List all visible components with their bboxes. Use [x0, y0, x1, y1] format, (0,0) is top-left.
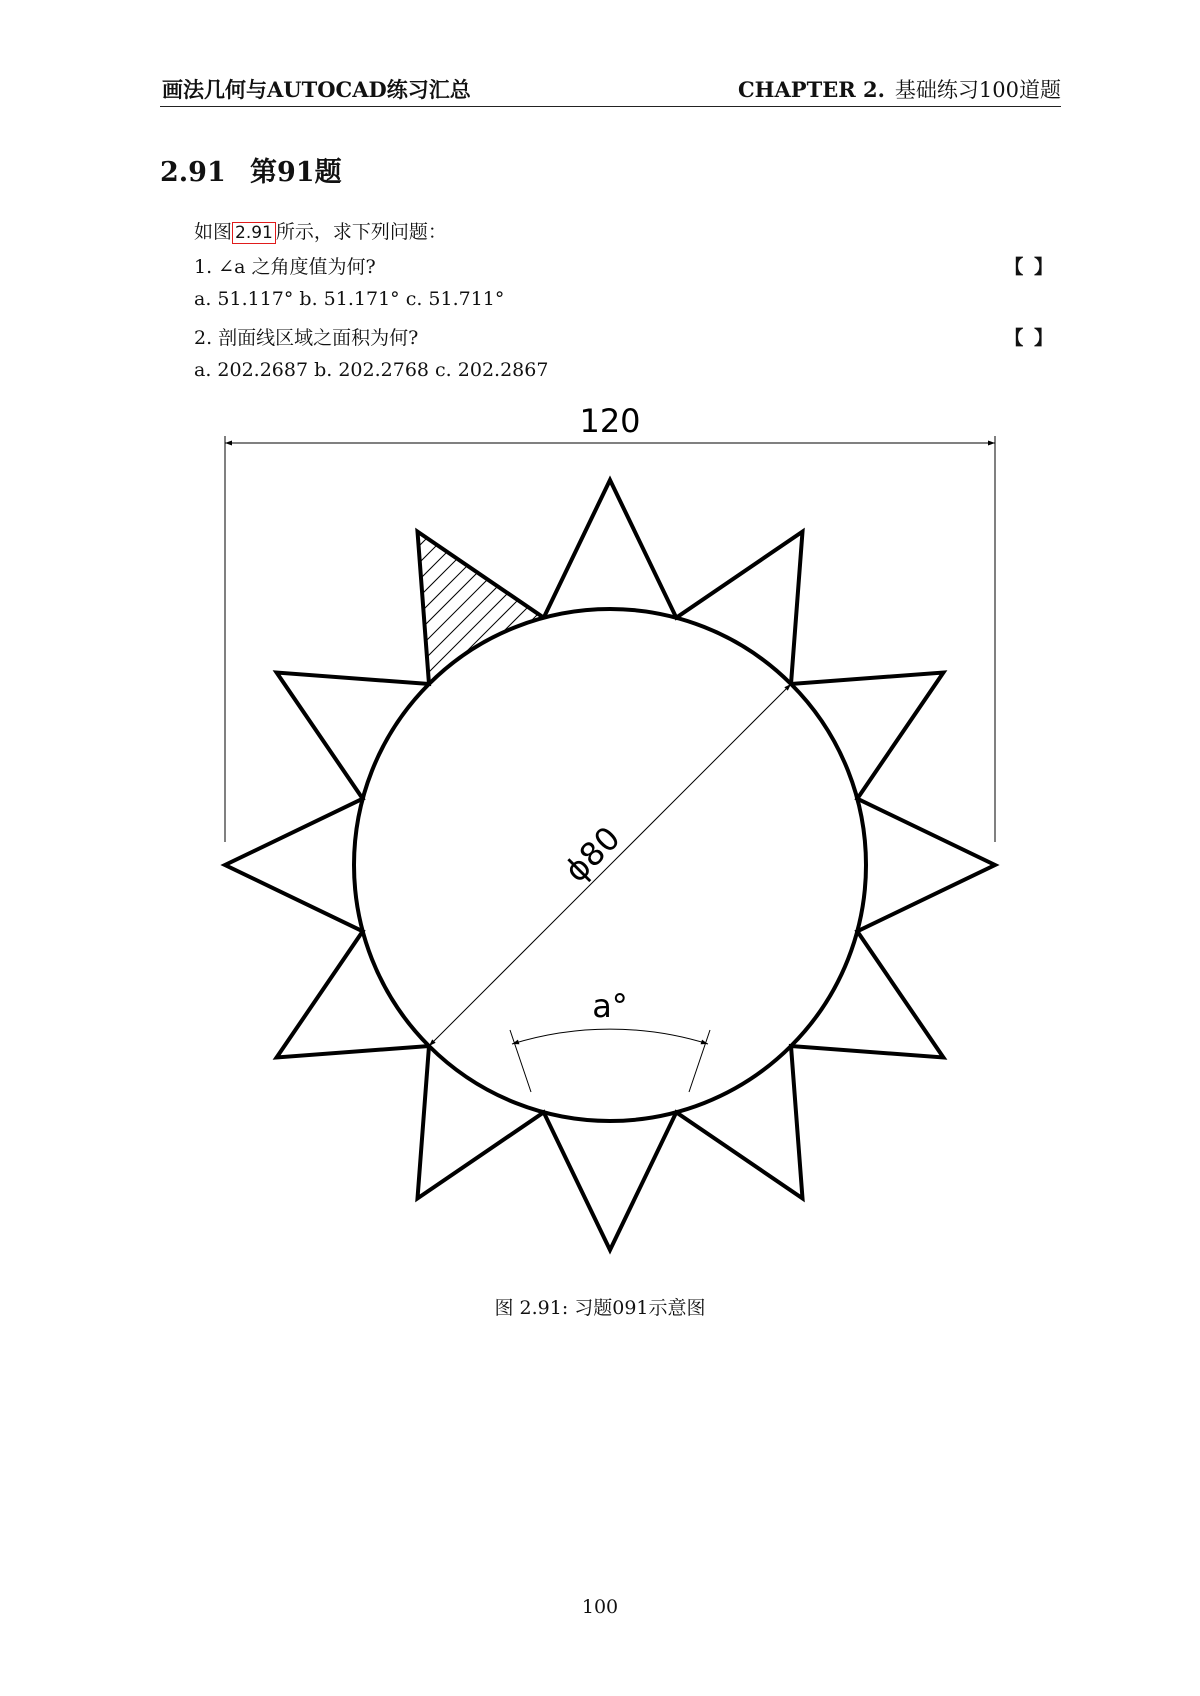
hatch-line — [177, 520, 377, 720]
hatch-line — [0, 520, 156, 720]
page-number: 100 — [581, 1596, 619, 1618]
hatch-line — [262, 520, 462, 720]
hatch-line — [466, 520, 666, 720]
hatch-line — [551, 520, 751, 720]
intro-suffix: 所示，求下列问题： — [275, 221, 447, 243]
hatch-line — [0, 520, 122, 720]
hatch-line — [41, 520, 241, 720]
intro-prefix: 如图 — [194, 221, 233, 243]
hatch-line — [296, 520, 496, 720]
header-book-title: 画法几何与AUTOCAD练习汇总 — [162, 77, 471, 102]
hatch-line — [75, 520, 275, 720]
hatch-line — [228, 520, 428, 720]
hatch-line — [449, 520, 649, 720]
section-title: 第91题 — [250, 157, 342, 188]
hatch-line — [568, 520, 768, 720]
width-dimension-label: 120 — [579, 402, 641, 440]
question-1-text: 1. ∠a 之角度值为何? — [194, 256, 376, 278]
diameter-dimension-label: ϕ80 — [556, 818, 628, 890]
figure-ref-link[interactable]: 2.91 — [232, 222, 276, 244]
hatch-line — [313, 520, 513, 720]
header-chapter-number: CHAPTER 2. — [737, 77, 885, 102]
figure-caption: 图 2.91: 习题091示意图 — [494, 1297, 706, 1319]
hatch-line — [7, 520, 207, 720]
hatch-line — [92, 520, 292, 720]
question-2-answer-bracket: 【 】 — [1004, 327, 1055, 349]
hatch-line — [126, 520, 326, 720]
hatch-line — [619, 520, 819, 720]
hatch-line — [211, 520, 411, 720]
hatch-line — [483, 520, 683, 720]
question-2-options: a. 202.2687 b. 202.2768 c. 202.2867 — [194, 359, 549, 381]
hatch-line — [0, 520, 105, 720]
hatch-line — [245, 520, 445, 720]
hatch-line — [58, 520, 258, 720]
hatch-line — [0, 520, 139, 720]
question-1-options: a. 51.117° b. 51.171° c. 51.711° — [194, 288, 505, 310]
question-1-answer-bracket: 【 】 — [1004, 256, 1055, 278]
hatch-line — [24, 520, 224, 720]
hatch-line — [534, 520, 734, 720]
hatch-line — [143, 520, 343, 720]
angle-dimension-label: a° — [592, 987, 628, 1025]
hatch-line — [194, 520, 394, 720]
hatch-line — [0, 520, 54, 720]
hatch-line — [330, 520, 530, 720]
header-chapter-title: 基础练习100道题 — [894, 78, 1061, 102]
hatch-line — [109, 520, 309, 720]
hatch-line — [0, 520, 37, 720]
hatch-line — [0, 520, 190, 720]
hatch-line — [398, 520, 598, 720]
hatch-line — [0, 520, 173, 720]
hatch-region — [0, 520, 819, 720]
hatch-line — [160, 520, 360, 720]
hatch-line — [0, 520, 20, 720]
hatch-line — [381, 520, 581, 720]
hatch-line — [279, 520, 479, 720]
angle-dimension-arc — [512, 1029, 708, 1044]
hatch-line — [0, 520, 88, 720]
hatch-line — [0, 520, 71, 720]
section-number: 2.91 — [160, 157, 226, 188]
question-2-text: 2. 剖面线区域之面积为何? — [194, 327, 419, 349]
